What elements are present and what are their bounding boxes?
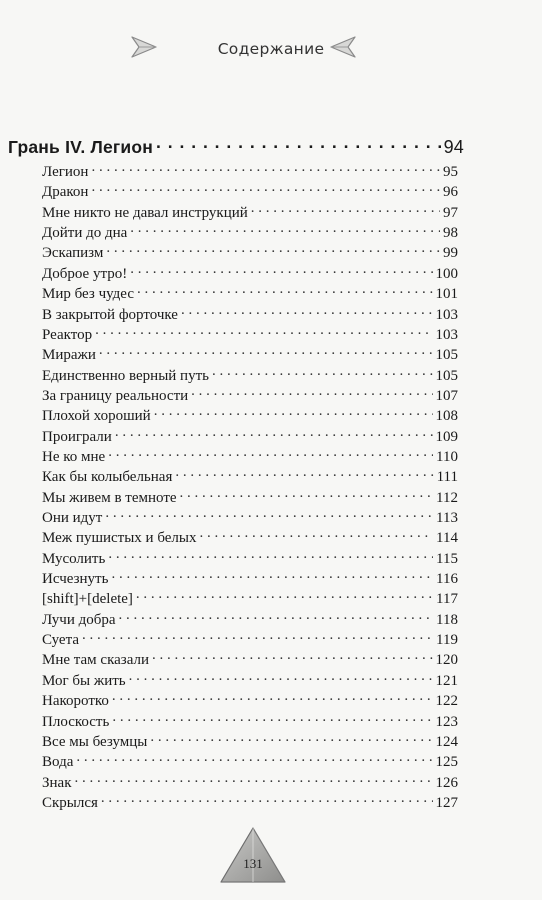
running-header xyxy=(0,34,542,68)
toc-entry[interactable] xyxy=(42,405,458,427)
toc-entry-page-number: 125 xyxy=(435,754,458,771)
toc-entry-page-number: 115 xyxy=(436,550,458,567)
toc-entry[interactable] xyxy=(42,487,458,509)
dot-leader xyxy=(119,609,434,624)
toc-entry[interactable] xyxy=(42,242,458,264)
dot-leader xyxy=(156,135,441,153)
toc-entry-page-number: 124 xyxy=(435,733,458,750)
toc-entry-page-number: 113 xyxy=(436,510,458,526)
dot-leader xyxy=(75,772,433,787)
toc-entry[interactable] xyxy=(42,588,458,610)
toc-entry-title: Дойти до дна xyxy=(42,225,128,242)
dot-leader xyxy=(251,202,440,217)
toc-entry-page-number: 123 xyxy=(435,713,458,730)
toc-entry-title: Скрылся xyxy=(42,794,98,811)
dot-leader xyxy=(130,263,432,278)
toc-entry-title: За границу реальности xyxy=(42,387,189,404)
toc-entry-page-number: 95 xyxy=(443,164,458,180)
toc-entry[interactable] xyxy=(42,670,458,692)
dot-leader xyxy=(175,466,433,481)
dot-leader xyxy=(137,283,433,298)
toc-entry-page-number: 119 xyxy=(436,632,458,649)
dot-leader xyxy=(112,690,433,705)
toc-entry-page-number: 118 xyxy=(436,611,458,628)
section-title: Грань IV. Легион xyxy=(8,136,154,157)
toc-entry-page-number: 103 xyxy=(435,326,458,343)
dot-leader xyxy=(152,649,432,664)
dot-leader xyxy=(212,365,433,380)
toc-entry-title: Знак xyxy=(42,774,72,791)
toc-entry[interactable] xyxy=(42,446,458,468)
toc-entry-page-number: 121 xyxy=(435,672,458,689)
toc-entry-title: Проиграли xyxy=(42,428,112,445)
toc-entry[interactable] xyxy=(42,344,458,366)
toc-entry[interactable] xyxy=(42,548,458,570)
toc-entry-page-number: 116 xyxy=(436,571,458,587)
toc-entry[interactable] xyxy=(42,792,458,814)
toc-entry-page-number: 117 xyxy=(436,591,458,608)
dot-leader xyxy=(108,548,433,563)
toc-entry[interactable] xyxy=(42,609,458,631)
dot-leader xyxy=(95,324,432,339)
toc-entry-title: Мир без чудес xyxy=(42,286,134,303)
toc-entry-page-number: 120 xyxy=(435,652,458,669)
dot-leader xyxy=(180,487,434,502)
toc-entry-title: В закрытой форточке xyxy=(42,306,178,323)
toc-entry-title: Исчезнуть xyxy=(42,571,109,587)
toc-entry-title: Плохой хороший xyxy=(42,408,151,425)
toc-entry-page-number: 96 xyxy=(443,184,458,201)
dot-leader xyxy=(82,629,433,644)
toc-section-heading[interactable] xyxy=(8,135,464,158)
toc-entry-title: Мы живем в темноте xyxy=(42,489,177,506)
toc-entry[interactable] xyxy=(42,690,458,712)
dot-leader xyxy=(91,181,440,196)
page-number: 131 xyxy=(243,856,263,871)
toc-entry[interactable] xyxy=(42,181,458,203)
page-folio xyxy=(219,826,287,886)
toc-entry-title: Легион xyxy=(42,164,89,180)
toc-entry[interactable] xyxy=(42,426,458,448)
toc-entry-page-number: 112 xyxy=(436,489,458,506)
toc-entry-page-number: 108 xyxy=(435,408,458,425)
toc-entry-page-number: 122 xyxy=(435,693,458,710)
toc-entry[interactable] xyxy=(42,202,458,224)
toc-entry-page-number: 107 xyxy=(435,387,458,404)
toc-entry-page-number: 109 xyxy=(435,428,458,445)
toc-entry[interactable] xyxy=(42,304,458,326)
toc-entry[interactable] xyxy=(42,772,458,794)
dot-leader xyxy=(111,568,433,583)
toc-entry[interactable] xyxy=(42,751,458,773)
dot-leader xyxy=(108,446,433,461)
dot-leader xyxy=(150,731,432,746)
dot-leader xyxy=(130,222,440,237)
toc-entry-page-number: 105 xyxy=(435,347,458,364)
toc-entry[interactable] xyxy=(42,527,458,549)
toc-entry-page-number: 97 xyxy=(443,204,458,221)
toc-entry-title: Меж пушистых и белых xyxy=(42,530,197,547)
toc-entry-page-number: 98 xyxy=(443,225,458,242)
toc-entry-title: Лучи добра xyxy=(42,611,116,628)
toc-entry-title: Плоскость xyxy=(42,713,110,730)
toc-entry-title: Как бы колыбельная xyxy=(42,469,173,486)
dot-leader xyxy=(101,792,433,807)
section-page-number: 94 xyxy=(443,136,464,157)
toc-entry-title: Единственно верный путь xyxy=(42,367,209,384)
toc-entry-title: Мне никто не давал инструкций xyxy=(42,204,248,221)
toc-entry[interactable] xyxy=(42,507,458,529)
toc-entry[interactable] xyxy=(42,324,458,346)
toc-entry-page-number: 127 xyxy=(435,794,458,811)
toc-entry-page-number: 101 xyxy=(435,286,458,303)
toc-entry[interactable] xyxy=(42,711,458,733)
toc-entry[interactable] xyxy=(42,283,458,305)
toc-entry[interactable] xyxy=(42,161,458,183)
toc-entry[interactable] xyxy=(42,365,458,387)
dot-leader xyxy=(112,711,432,726)
toc-entry-title: Мусолить xyxy=(42,550,106,567)
toc-entry-page-number: 110 xyxy=(436,448,458,465)
dot-leader xyxy=(91,161,440,176)
dot-leader xyxy=(154,405,433,420)
toc-entry[interactable] xyxy=(42,649,458,671)
dot-leader xyxy=(136,588,433,603)
dot-leader xyxy=(200,527,434,542)
dot-leader xyxy=(105,507,433,522)
toc-entry-page-number: 103 xyxy=(435,306,458,323)
toc-entry-title: Миражи xyxy=(42,347,96,364)
toc-entry-title: Доброе утро! xyxy=(42,265,128,282)
toc-entry-title: Они идут xyxy=(42,510,103,526)
toc-entry-page-number: 105 xyxy=(435,367,458,384)
toc-entry-title: Накоротко xyxy=(42,693,109,710)
toc-entry-title: Мог бы жить xyxy=(42,672,126,689)
toc-entry[interactable] xyxy=(42,385,458,407)
toc-entry-title: Все мы безумцы xyxy=(42,733,148,750)
toc-entry-title: [shift]+[delete] xyxy=(42,591,133,608)
toc-entry-title: Суета xyxy=(42,632,79,649)
dot-leader xyxy=(106,242,440,257)
dot-leader xyxy=(129,670,433,685)
toc-entry-title: Реактор xyxy=(42,326,93,343)
toc-entry-page-number: 126 xyxy=(435,774,458,791)
header-title: Содержание xyxy=(217,40,325,58)
toc-entry-page-number: 111 xyxy=(436,469,458,486)
toc-entry-title: Вода xyxy=(42,754,74,771)
toc-entry[interactable] xyxy=(42,222,458,244)
dot-leader xyxy=(191,385,432,400)
arrow-left-ornament-icon xyxy=(330,34,356,60)
toc-entry-title: Не ко мне xyxy=(42,448,106,465)
dot-leader xyxy=(99,344,433,359)
toc-entry-title: Дракон xyxy=(42,184,89,201)
toc-entry-page-number: 114 xyxy=(436,530,458,547)
toc-entry[interactable] xyxy=(42,629,458,651)
toc-entry[interactable] xyxy=(42,466,458,488)
toc-entry-page-number: 99 xyxy=(443,245,458,262)
dot-leader xyxy=(76,751,432,766)
toc-entry-title: Мне там сказали xyxy=(42,652,150,669)
dot-leader xyxy=(115,426,433,441)
toc-entry[interactable] xyxy=(42,263,458,285)
toc-entry[interactable] xyxy=(42,568,458,590)
toc-entry[interactable] xyxy=(42,731,458,753)
toc-entry-title: Эскапизм xyxy=(42,245,104,262)
toc-entry-page-number: 100 xyxy=(435,265,458,282)
dot-leader xyxy=(181,304,433,319)
